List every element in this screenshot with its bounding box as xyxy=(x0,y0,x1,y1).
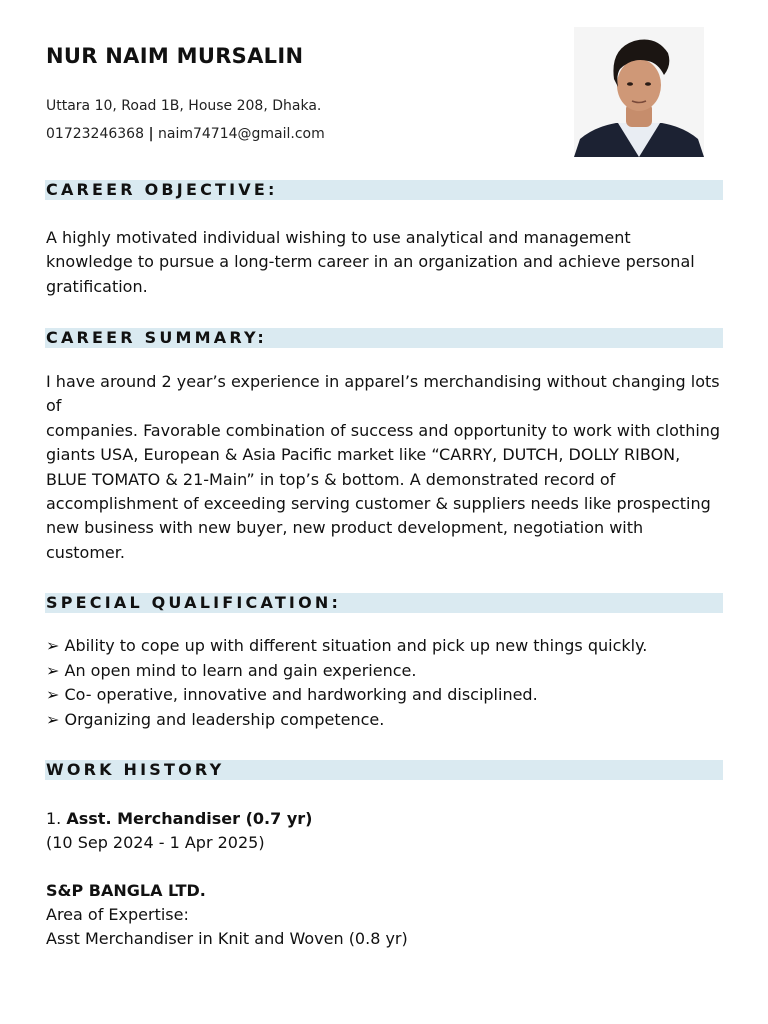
section-work-history xyxy=(45,760,723,780)
list-item: ➢ An open mind to learn and gain experience. xyxy=(46,660,417,680)
address: Uttara 10, Road 1B, House 208, Dhaka. xyxy=(46,98,322,114)
contact-line xyxy=(46,126,325,142)
section-title: CAREER SUMMARY: xyxy=(46,328,267,347)
email-address: naim74714@gmail.com xyxy=(158,126,325,142)
section-special-qualification xyxy=(45,593,723,613)
expertise-text: Asst Merchandiser in Knit and Woven (0.8 yr) xyxy=(46,929,408,948)
list-item: ➢ Co- operative, innovative and hardworking and disciplined. xyxy=(46,685,538,704)
qualification-list xyxy=(46,634,736,732)
section-title: CAREER OBJECTIVE: xyxy=(46,180,278,199)
work-entry xyxy=(46,807,736,951)
candidate-name: NUR NAIM MURSALIN xyxy=(46,44,304,68)
job-heading xyxy=(46,807,736,831)
section-title: WORK HISTORY xyxy=(46,760,225,779)
job-dates: (10 Sep 2024 - 1 Apr 2025) xyxy=(46,833,265,852)
expertise-label: Area of Expertise: xyxy=(46,905,189,924)
job-title: Asst. Merchandiser (0.7 yr) xyxy=(66,809,313,828)
summary-line-2: companies. Favorable combination of success and opportunity to work with clothing giants USA, European & Asia Pacific market like “CARRY, DUTCH, DOLLY RIBON, BLUE TOMATO & 21-Main” in top’s & bottom. A demonstrated record of accomplishment of exceeding serving customer & suppliers needs like prospecting new business with new buyer, new product development, negotiation with customer. xyxy=(46,420,721,562)
arrow-bullet-icon: ➢ xyxy=(46,685,65,704)
profile-photo xyxy=(574,27,704,157)
list-item: ➢ Ability to cope up with different situation and pick up new things quickly. xyxy=(46,636,648,655)
summary-text xyxy=(46,370,726,565)
arrow-bullet-icon: ➢ xyxy=(46,660,65,680)
profile-photo-illustration xyxy=(574,27,704,157)
summary-line-1: I have around 2 year’s experience in apparel’s merchandising without changing lots of xyxy=(46,372,720,416)
company-name: S&P BANGLA LTD. xyxy=(46,881,206,900)
arrow-bullet-icon: ➢ xyxy=(46,709,65,729)
objective-text: A highly motivated individual wishing to use analytical and management knowledge to pursue a long-term career in an organization and achieve personal gratification. xyxy=(46,228,695,296)
section-title: SPECIAL QUALIFICATION: xyxy=(46,593,342,612)
list-item: ➢ Organizing and leadership competence. xyxy=(46,709,385,729)
arrow-bullet-icon: ➢ xyxy=(46,636,65,655)
section-career-summary xyxy=(45,328,723,348)
job-number: 1. xyxy=(46,809,62,828)
section-career-objective xyxy=(45,180,723,200)
contact-separator: | xyxy=(148,126,154,142)
phone-number: 01723246368 xyxy=(46,126,144,142)
